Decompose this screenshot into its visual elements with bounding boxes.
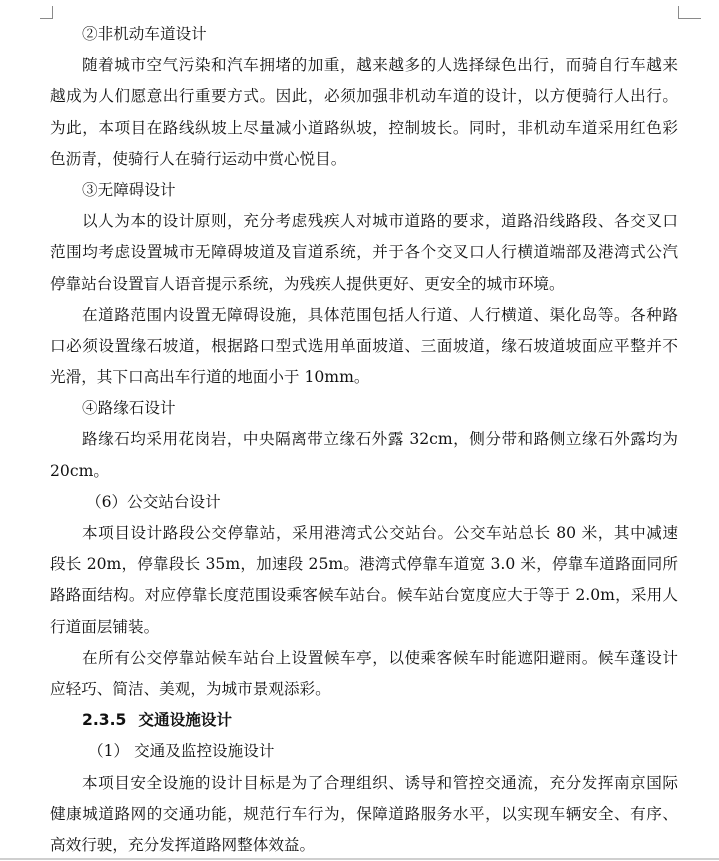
document-body bbox=[50, 19, 678, 861]
subheading-barrier-free: ③无障碍设计 bbox=[82, 180, 176, 199]
paragraph-line: 口必须设置缘石坡道，根据路口型式选用单面坡道、三面坡道，缘石坡道坡面应平整并不 bbox=[50, 336, 678, 355]
section-number: 2.3.5 bbox=[82, 711, 127, 730]
section-heading bbox=[50, 705, 678, 736]
subheading-bus-stop: （6）公交站台设计 bbox=[86, 492, 221, 511]
section-title: 交通设施设计 bbox=[138, 711, 232, 730]
crop-mark-top-right bbox=[678, 6, 701, 19]
paragraph-line: 应轻巧、简洁、美观，为城市景观添彩。 bbox=[50, 679, 331, 698]
paragraph-line: 路缘石均采用花岗岩，中央隔离带立缘石外露 32cm，侧分带和路侧立缘石外露均为 bbox=[82, 430, 678, 449]
paragraph-line: 停靠站台设置盲人语音提示系统，为残疾人提供更好、更安全的城市环境。 bbox=[50, 274, 565, 293]
paragraph-line: 路路面结构。对应停靠长度范围设乘客候车站台。候车站台宽度应大于等于 2.0m，采用人 bbox=[50, 586, 678, 605]
paragraph-line: 以人为本的设计原则，充分考虑残疾人对城市道路的要求，道路沿线路段、各交叉口 bbox=[82, 212, 678, 231]
paragraph-line: 高效行驶，充分发挥道路网整体效益。 bbox=[50, 835, 316, 854]
paragraph-line: 越成为人们愿意出行重要方式。因此，必须加强非机动车道的设计，以方便骑行人出行。 bbox=[50, 87, 678, 106]
paragraph-line: 光滑，其下口高出车行道的地面小于 10mm。 bbox=[50, 368, 370, 387]
paragraph-line: 在道路范围内设置无障碍设施，具体范围包括人行道、人行横道、渠化岛等。各种路 bbox=[82, 305, 678, 324]
paragraph-line: 健康城道路网的交通功能，规范行车行为，保障道路服务水平，以实现车辆安全、有序、 bbox=[50, 804, 678, 823]
paragraph-line: 随着城市空气污染和汽车拥堵的加重，越来越多的人选择绿色出行，而骑自行车越来 bbox=[82, 56, 678, 75]
subheading-non-motor-lane: ②非机动车道设计 bbox=[82, 25, 207, 43]
paragraph-line: 本项目安全设施的设计目标是为了合理组织、诱导和管控交通流，充分发挥南京国际 bbox=[82, 773, 678, 792]
paragraph-line: 20cm。 bbox=[50, 461, 109, 480]
paragraph-line: 在所有公交停靠站候车站台上设置候车亭，以使乘客候车时能遮阳避雨。候车蓬设计 bbox=[82, 648, 678, 667]
crop-mark-top-left bbox=[40, 6, 53, 19]
subheading-traffic-monitoring: （1） 交通及监控设施设计 bbox=[88, 742, 275, 761]
paragraph-line: 行道面层铺装。 bbox=[50, 617, 160, 636]
paragraph-line: 段长 20m，停靠段长 35m，加速段 25m。港湾式停靠车道宽 3.0 米，停靠车道路面同所 bbox=[50, 555, 678, 574]
paragraph-line: 范围均考虑设置城市无障碍坡道及盲道系统，并于各个交叉口人行横道端部及港湾式公汽 bbox=[50, 243, 678, 262]
paragraph-line: 为此，本项目在路线纵坡上尽量减小道路纵坡，控制坡长。同时，非机动车道采用红色彩 bbox=[50, 118, 678, 137]
subheading-curb-stone: ④路缘石设计 bbox=[82, 399, 176, 418]
paragraph-line: 本项目设计路段公交停靠站，采用港湾式公交站台。公交车站总长 80 米，其中减速 bbox=[82, 524, 678, 542]
paragraph-line: 色沥青，使骑行人在骑行运动中赏心悦目。 bbox=[50, 149, 347, 168]
